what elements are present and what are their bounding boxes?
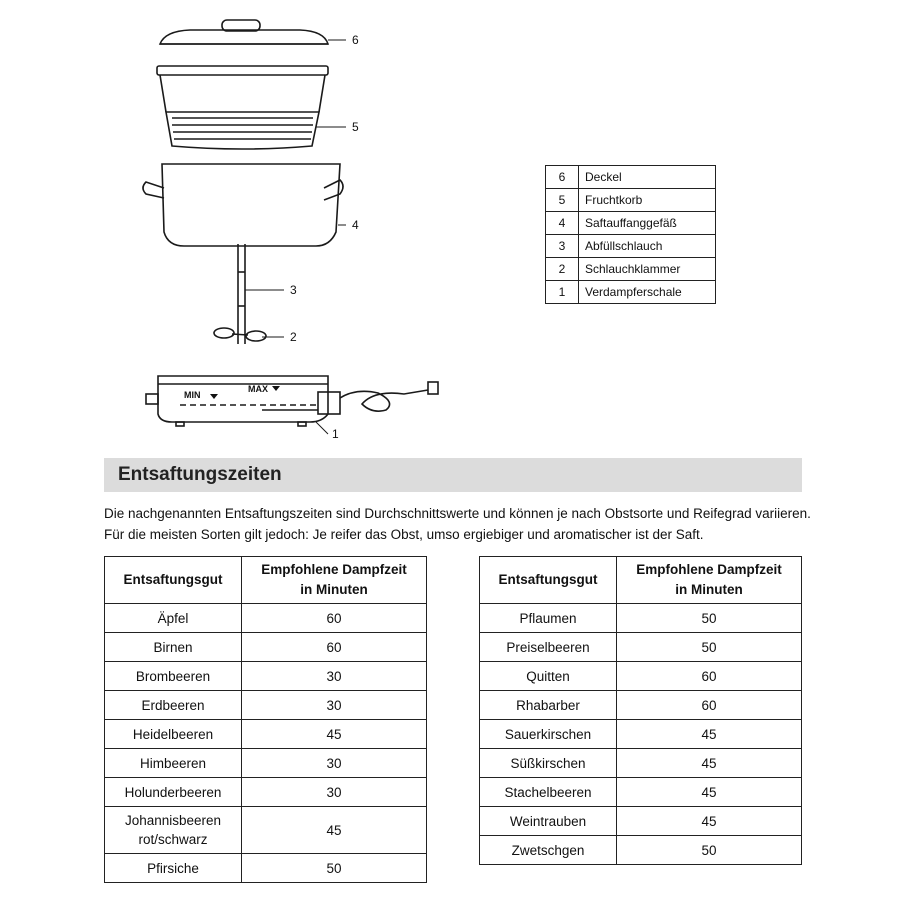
produce-name: Holunderbeeren	[105, 778, 242, 807]
table-row	[105, 691, 427, 720]
table-row	[105, 749, 427, 778]
juicer-exploded-diagram	[130, 12, 470, 452]
intro-line-2: Für die meisten Sorten gilt jedoch: Je reifer das Obst, umso ergiebiger und aromatischer ist der Saft.	[104, 527, 704, 542]
table-row	[105, 854, 427, 883]
produce-name: Heidelbeeren	[105, 720, 242, 749]
part-number: 6	[546, 166, 579, 189]
callout-5: 5	[352, 120, 359, 134]
evaporator-base-drawing	[146, 376, 438, 426]
steam-time: 50	[617, 836, 802, 865]
table-row	[480, 778, 802, 807]
hose-clamp-drawing	[214, 328, 266, 341]
callout-4: 4	[352, 218, 359, 232]
column-header-time-line-1: Empfohlene Dampfzeit	[261, 562, 407, 577]
produce-name	[105, 807, 242, 854]
produce-name: Himbeeren	[105, 749, 242, 778]
produce-name: Weintrauben	[480, 807, 617, 836]
produce-name: Preiselbeeren	[480, 633, 617, 662]
produce-name: Birnen	[105, 633, 242, 662]
steam-time: 45	[617, 720, 802, 749]
hose-drawing	[238, 244, 245, 344]
steam-time: 45	[242, 720, 427, 749]
table-row	[480, 836, 802, 865]
table-row	[105, 662, 427, 691]
steam-time: 45	[617, 778, 802, 807]
steam-time: 30	[242, 778, 427, 807]
table-row	[105, 807, 427, 854]
table-row	[480, 720, 802, 749]
max-label: MAX	[248, 384, 268, 394]
intro-line-1: Die nachgenannten Entsaftungszeiten sind Durchschnittswerte und können je nach Obstsorte und Reifegrad variieren.	[104, 506, 811, 521]
part-number: 3	[546, 235, 579, 258]
table-row	[480, 662, 802, 691]
part-number: 4	[546, 212, 579, 235]
produce-name-line-1: Johannisbeeren	[124, 813, 222, 828]
part-number: 5	[546, 189, 579, 212]
section-header	[104, 458, 802, 492]
produce-name: Zwetschgen	[480, 836, 617, 865]
part-number: 2	[546, 258, 579, 281]
lid-drawing	[160, 20, 328, 44]
steam-time: 60	[242, 633, 427, 662]
steam-time: 50	[617, 633, 802, 662]
callout-3: 3	[290, 283, 297, 297]
table-row	[480, 604, 802, 633]
part-name: Verdampferschale	[579, 281, 716, 304]
column-header-time-line-1: Empfohlene Dampfzeit	[636, 562, 782, 577]
callout-1: 1	[332, 427, 339, 441]
column-header-time	[242, 557, 427, 604]
parts-row	[546, 281, 716, 304]
min-label: MIN	[184, 390, 201, 400]
produce-name: Rhabarber	[480, 691, 617, 720]
column-header-produce: Entsaftungsgut	[105, 557, 242, 604]
produce-name: Sauerkirschen	[480, 720, 617, 749]
intro-text	[104, 503, 824, 545]
table-row	[480, 633, 802, 662]
juice-collector-drawing	[143, 164, 343, 246]
table-header-row	[480, 557, 802, 604]
parts-row	[546, 212, 716, 235]
part-name: Fruchtkorb	[579, 189, 716, 212]
table-row	[105, 604, 427, 633]
steam-time: 60	[242, 604, 427, 633]
column-header-produce: Entsaftungsgut	[480, 557, 617, 604]
table-row	[480, 691, 802, 720]
produce-name: Äpfel	[105, 604, 242, 633]
steam-time: 60	[617, 662, 802, 691]
callout-6: 6	[352, 33, 359, 47]
produce-name-line-2: rot/schwarz	[138, 832, 208, 847]
table-header-row	[105, 557, 427, 604]
table-row	[480, 749, 802, 778]
column-header-time	[617, 557, 802, 604]
steam-time: 45	[617, 807, 802, 836]
produce-name: Quitten	[480, 662, 617, 691]
juicing-times-table-left	[104, 556, 427, 883]
table-row	[105, 633, 427, 662]
produce-name: Brombeeren	[105, 662, 242, 691]
parts-row	[546, 189, 716, 212]
produce-name: Pflaumen	[480, 604, 617, 633]
part-name: Saftauffanggefäß	[579, 212, 716, 235]
parts-row	[546, 166, 716, 189]
steam-time: 50	[617, 604, 802, 633]
column-header-time-line-2: in Minuten	[300, 582, 368, 597]
part-name: Schlauchklammer	[579, 258, 716, 281]
section-title: Entsaftungszeiten	[118, 464, 282, 485]
parts-row	[546, 258, 716, 281]
callout-2: 2	[290, 330, 297, 344]
fruit-basket-drawing	[157, 66, 328, 149]
part-number: 1	[546, 281, 579, 304]
produce-name: Stachelbeeren	[480, 778, 617, 807]
produce-name: Pfirsiche	[105, 854, 242, 883]
parts-row	[546, 235, 716, 258]
parts-legend-table	[545, 165, 716, 304]
table-row	[105, 720, 427, 749]
steam-time: 60	[617, 691, 802, 720]
steam-time: 30	[242, 691, 427, 720]
part-name: Abfüllschlauch	[579, 235, 716, 258]
steam-time: 50	[242, 854, 427, 883]
table-row	[105, 778, 427, 807]
steam-time: 45	[617, 749, 802, 778]
steam-time: 30	[242, 662, 427, 691]
produce-name: Erdbeeren	[105, 691, 242, 720]
juicing-times-table-right	[479, 556, 802, 865]
steam-time: 45	[242, 807, 427, 854]
table-row	[480, 807, 802, 836]
column-header-time-line-2: in Minuten	[675, 582, 743, 597]
produce-name: Süßkirschen	[480, 749, 617, 778]
steam-time: 30	[242, 749, 427, 778]
part-name: Deckel	[579, 166, 716, 189]
